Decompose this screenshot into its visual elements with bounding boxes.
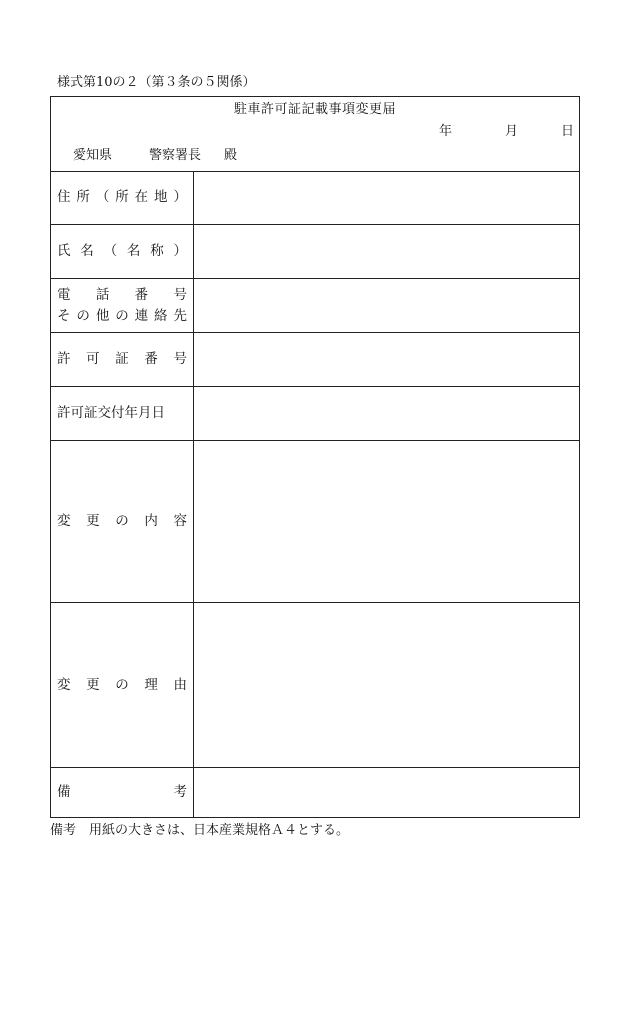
label-char: そ [57, 307, 71, 324]
date-month: 月 [505, 124, 519, 139]
label-char: 称 [150, 243, 164, 259]
label-char: 住 [57, 189, 71, 205]
label-char: 先 [173, 307, 187, 324]
label-char: 理 [144, 676, 158, 693]
permit-number-label [57, 349, 187, 370]
label-char: 番 [134, 286, 149, 303]
label-char: 名 [80, 243, 94, 259]
label-char: ） [173, 189, 187, 205]
label-char: の [115, 676, 129, 693]
label-char: 話 [95, 286, 110, 303]
label-char: 考 [173, 784, 187, 800]
label-char: 絡 [154, 307, 168, 324]
label-char: の [115, 513, 129, 529]
change-reason-field[interactable] [194, 603, 579, 767]
label-char: 証 [115, 351, 129, 367]
row-permit-number [51, 333, 579, 387]
label-char: （ [95, 189, 110, 205]
phone-label-cell [51, 279, 194, 332]
row-change-content [51, 441, 579, 603]
addressee-prefecture: 愛知県 [73, 148, 113, 163]
remarks-field[interactable] [194, 768, 579, 817]
addressee-chief: 警察署長 [149, 148, 202, 163]
label-char: の [76, 307, 90, 324]
label-char: 変 [57, 676, 71, 693]
label-char: 更 [86, 513, 100, 529]
name-field[interactable] [194, 225, 579, 278]
row-change-reason [51, 603, 579, 768]
address-field[interactable] [194, 171, 579, 224]
remarks-label-cell [51, 768, 194, 817]
label-char: 所 [115, 189, 129, 205]
label-char: ） [173, 243, 187, 259]
label-char: 在 [134, 189, 149, 205]
name-label-cell [51, 225, 194, 278]
form-number: 様式第10の２（第３条の５関係） [57, 75, 256, 90]
remarks-label [57, 782, 187, 803]
label-char: の [115, 307, 129, 324]
label-char: 氏 [57, 243, 71, 259]
label-char: 変 [57, 513, 71, 529]
name-label [57, 241, 187, 262]
footnote: 備考 用紙の大きさは、日本産業規格Ａ４とする。 [50, 823, 350, 838]
other-contact-label [57, 306, 187, 327]
permit-number-field[interactable] [194, 333, 579, 386]
change-reason-label-cell [51, 603, 194, 767]
change-reason-label [57, 675, 187, 696]
row-address [51, 171, 579, 225]
phone-field[interactable] [194, 279, 579, 332]
label-char: 可 [86, 351, 100, 367]
issue-date-label: 許可証交付年月日 [57, 405, 165, 421]
row-name [51, 225, 579, 279]
label-char: 容 [173, 513, 187, 529]
form-header [51, 97, 579, 172]
row-phone [51, 279, 579, 333]
label-char: 名 [126, 243, 141, 259]
label-char: 号 [173, 351, 187, 367]
label-char: 電 [57, 286, 71, 303]
label-char: （ [103, 243, 118, 259]
permit-number-label-cell [51, 333, 194, 386]
row-remarks [51, 768, 579, 817]
notification-form [50, 96, 580, 818]
label-char: 地 [154, 189, 168, 205]
phone-label [57, 285, 187, 306]
label-char: 番 [144, 351, 158, 367]
change-content-field[interactable] [194, 441, 579, 602]
label-char: 由 [173, 676, 187, 693]
label-char: 内 [144, 513, 158, 529]
address-label-cell [51, 171, 194, 224]
label-char: 連 [134, 307, 149, 324]
label-char: 更 [86, 676, 100, 693]
date-year: 年 [439, 124, 453, 139]
label-char: 所 [76, 189, 90, 205]
issue-date-field[interactable] [194, 387, 579, 440]
address-label [57, 187, 187, 208]
addressee-honorific: 殿 [224, 148, 238, 163]
change-content-label [57, 511, 187, 532]
form-title: 駐車許可証記載事項変更届 [233, 102, 396, 117]
label-char: 他 [95, 307, 110, 324]
issue-date-label-cell [51, 387, 194, 440]
date-day: 日 [561, 124, 575, 139]
label-char: 号 [173, 286, 187, 303]
label-char: 許 [57, 351, 71, 367]
row-issue-date [51, 387, 579, 441]
label-char: 備 [57, 784, 71, 800]
change-content-label-cell [51, 441, 194, 602]
